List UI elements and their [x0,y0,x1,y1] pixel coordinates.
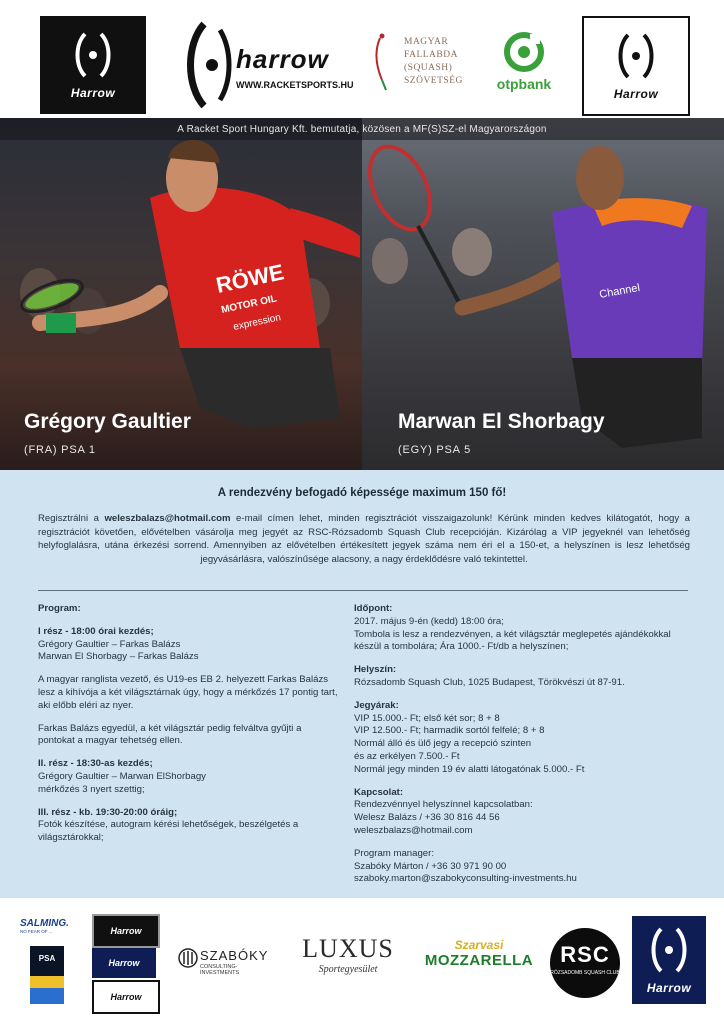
harrow-racket-icon [73,30,113,80]
ticket-line: Normál álló és ülő jegy a recepció szinten [354,738,532,750]
federation-line: (SQUASH) [404,63,453,73]
harrow-racket-icon [616,31,656,81]
szaboky-sub: CONSULTING-INVESTMENTS [200,964,240,976]
manager-line: Szabóky Márton / +36 30 971 90 00 [354,860,507,872]
svg-text:Channel: Channel [598,282,641,301]
player-right-name: Marwan El Shorbagy [398,410,605,433]
tickets-title: Jegyárak: [354,699,399,711]
contact-line: Welesz Balázs / +36 30 816 44 56 [354,812,500,824]
time-line: 2017. május 9-én (kedd) 18:00 óra; [354,615,504,627]
capacity-headline: A rendezvény befogadó képessége maximum 150 fő! [217,487,507,499]
federation-line: FALLABDA [404,50,458,60]
registration-intro [38,512,690,566]
harrow-logo-left [40,16,146,114]
harrow-main-logo [184,20,354,110]
manager-email[interactable]: szaboky.marton@szabokyconsulting-investments.hu [354,873,577,885]
match-line: Grégory Gaultier – Farkas Balázs [38,638,181,650]
psa-stripe [30,976,64,988]
salming-word: SALMING. [20,918,69,929]
harrow-logo-right [582,16,690,116]
harrow-wordmark: Harrow [70,86,116,100]
svg-text:expression: expression [232,312,282,333]
psa-badge-logo [30,946,64,1004]
harrow-mini-logo: Harrow [92,914,160,948]
squash-figure-icon [366,32,396,92]
part1-title: I rész - 18:00 órai kezdés; [38,625,154,637]
part2-title: II. rész - 18:30-as kezdés; [38,758,153,770]
match-line: Grégory Gaultier – Marwan ElShorbagy [38,770,206,782]
place-text: Rózsadomb Squash Club, 1025 Budapest, Törökvészi út 87-91. [354,676,625,688]
contact-line: Rendezvénnyel helyszínnel kapcsolatban: [354,799,533,811]
hero-photo [0,118,724,470]
psa-stripe [30,988,64,1004]
hero-caption: A Racket Sport Hungary Kft. bemutatja, közösen a MF(S)SZ-el Magyarországon [177,124,547,135]
event-info [0,470,724,898]
otpbank-text: otpbank [496,76,552,92]
player-right-sub: (EGY) PSA 5 [398,444,471,456]
time-line: Tombola is lesz a rendezvényen, a két világsztár meglepetés ajándékokkal készül a tombolára; Ára 1000.- Ft/db a helyszínen; [354,628,671,653]
intro-text: Regisztrálni a [38,513,105,524]
ticket-line: VIP 12.500.- Ft; harmadik sortól felfelé; 8 + 8 [354,725,545,737]
harrow-brand-word: harrow [236,44,329,74]
harrow-mini-logo: Harrow [92,948,156,978]
details-column [354,603,694,896]
harrow-wordmark: Harrow [613,87,659,101]
harrow-url: WWW.RACKETSPORTS.HU [236,80,354,90]
szaboky-emblem-icon [178,948,198,968]
program-paragraph: A magyar ranglista vezető, és U19-es EB 2. helyezett Farkas Balázs lesz a kihívója a két világsztárnak úgy, hogy a mérkőzés 17 pontig tart, aki előbb eléri az nyer. [38,674,338,711]
harrow-wordmark: Harrow [646,981,692,995]
manager-line: Program manager: [354,847,434,859]
top-sponsor-bar [0,0,724,118]
match-line: Marwan El Shorbagy – Farkas Balázs [38,651,199,663]
otpbank-logo [488,30,560,100]
federation-name [404,36,463,88]
registration-email[interactable]: weleszbalazs@hotmail.com [104,513,231,524]
place-title: Helyszín: [354,664,397,676]
mozzarella-logo [420,938,538,978]
program-column [38,603,338,855]
rsc-word: RSC [560,942,610,967]
szaboky-word: SZABÓKY [200,948,269,963]
salming-tagline: NO FEAR OF ... [20,929,53,934]
player-left-name: Grégory Gaultier [24,410,191,433]
part3-title: III. rész - kb. 19:30-20:00 óráig; [38,806,178,818]
harrow-mini-logo: Harrow [92,980,160,1014]
part3-text: Fotók készítése, autogram kérési lehetőségek, beszélgetés a világsztárokkal; [38,819,299,844]
federation-logo [366,32,486,92]
rsc-logo [550,928,620,998]
program-title: Program: [38,603,81,614]
mozzarella-word1: Szarvasi [454,938,504,952]
rsc-sub: RÓZSADOMB SQUASH CLUB [550,970,620,976]
luxus-logo [288,934,408,984]
salming-logo [20,918,74,936]
ticket-line: Normál jegy minden 19 év alatti látogatónak 5.000.- Ft [354,763,585,775]
contact-title: Kapcsolat: [354,786,404,798]
time-title: Időpont: [354,603,393,614]
psa-word: PSA [30,946,64,976]
intro-text: e-mail címen lehet, minden regisztrációt visszaigazolunk! Kérünk minden kedves kilátogatót, hogy a regisztrációt követően, elővételben vásárolja meg jegyét az RSC-Rózsadomb Squash Club recepcióján. Kizárólag a VIP jegyeknél van lehetőség helyfoglalásra, utána érkezési sorrend. Amennyiben az elővételben értékesített jegyek száma nem éri el a 150-et, a helyszínen is lesz lehetőség jegyvásárlásra, valószínűsége alacsony, a nagy érdeklődésre való tekintettel. [38,513,690,565]
luxus-word: LUXUS [302,934,394,963]
federation-line: MAGYAR [404,37,449,47]
section-divider [38,590,688,591]
svg-text:MOTOR OIL: MOTOR OIL [220,293,278,316]
harrow-racket-icon [649,925,689,975]
contact-email[interactable]: weleszbalazs@hotmail.com [354,824,473,836]
match-line: mérkőzés 3 nyert szettig; [38,783,145,795]
ticket-line: és az erkélyen 7.500.- Ft [354,750,460,762]
federation-line: SZÖVETSÉG [404,76,463,86]
szaboky-logo [178,946,274,974]
ticket-line: VIP 15.000.- Ft; első két sor; 8 + 8 [354,712,500,724]
svg-text:RÖWE: RÖWE [213,259,286,298]
luxus-sub: Sportegyesület [318,964,378,975]
player-left-sub: (FRA) PSA 1 [24,444,96,456]
harrow-racket-icon [184,20,236,110]
hero-caption-strip [0,118,724,140]
bottom-sponsor-bar [0,898,724,1024]
harrow-navy-logo [632,916,706,1004]
mozzarella-word2: MOZZARELLA [424,952,534,969]
otp-circle-icon [504,32,544,72]
program-paragraph: Farkas Balázs egyedül, a két világsztár pedig felváltva gyűjti a pontokat a magyar tehetség ellen. [38,722,302,747]
